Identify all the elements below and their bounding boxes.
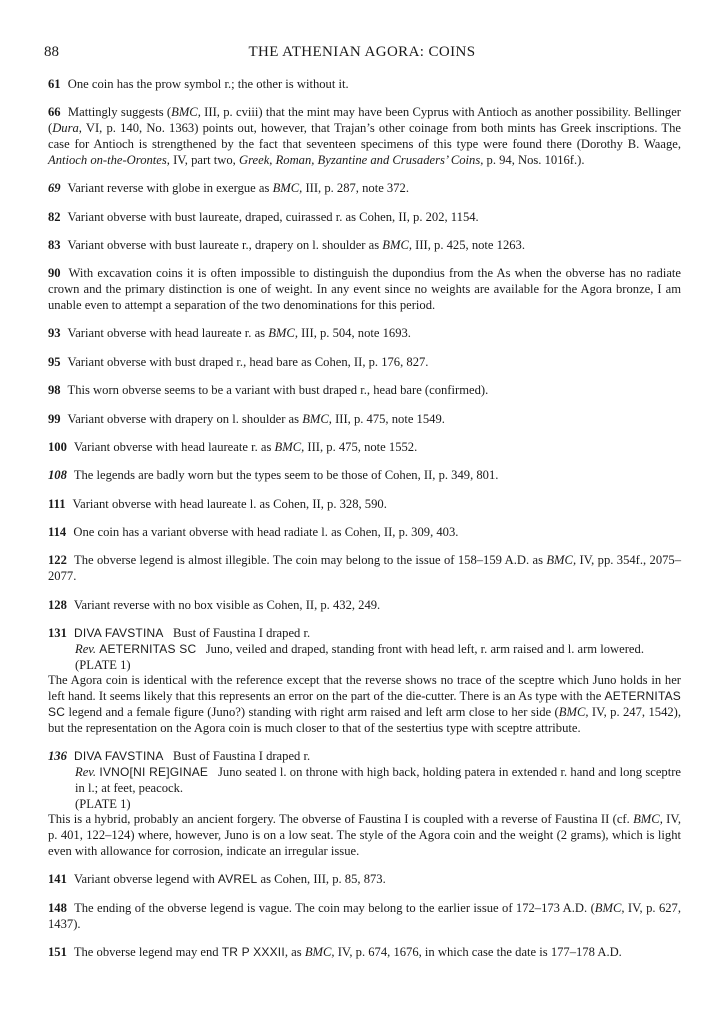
note-text: The legends are badly worn but the types seem to be those of Cohen, II, p. 349, 801. [73,468,499,483]
note-number: 83 [48,237,61,252]
note-128 [48,598,681,614]
note-text: , as [284,944,305,959]
citation: BMC, [558,705,589,720]
note-number: 61 [48,77,61,91]
note-98 [48,383,681,399]
coin-legend: AVREL [217,872,258,887]
note-text: III, p. cviii) that the mint may have been Cyprus with Antioch as another possibility. Bellinger ( [48,105,681,136]
citation: Dura, [52,121,82,136]
note-148 [48,901,681,933]
note-141 [48,872,681,888]
notes-body [48,77,681,973]
note-number: 128 [48,597,67,612]
note-number: 98 [48,383,61,398]
note-text: p. 94, Nos. 1016f.). [483,152,585,167]
note-number: 82 [48,209,61,224]
citation: Antioch on-the-Orontes, [48,152,170,167]
note-text: Variant reverse with no box visible as Cohen, II, p. 432, 249. [73,597,381,612]
plate-reference: (PLATE 1) [75,657,131,672]
note-111 [48,497,681,513]
note-text: The Agora coin is identical with the reference except that the reverse shows no trace of the sceptre which Juno holds in her left hand. It seems likely that this represents an error on the part of the die-cutter. There is an As type with the [48,673,681,704]
note-69 [48,181,681,197]
note-number: 111 [48,496,66,511]
note-93 [48,326,681,342]
catalog-line [48,626,681,642]
note-text: legend and a female figure (Juno?) standing with right arm raised and left arm close to her side ( [65,705,559,720]
note-text: One coin has a variant obverse with head radiate l. as Cohen, II, p. 309, 403. [73,525,459,540]
note-text: Mattingly suggests ( [67,105,172,120]
note-text: III, p. 475, note 1552. [304,439,418,454]
note-number: 100 [48,439,67,454]
note-136 [48,749,681,860]
coin-legend: AETERNITAS SC [48,689,681,720]
note-151 [48,945,681,961]
note-text: One coin has the prow symbol r.; the other is without it. [67,77,349,91]
reverse-label: Rev. [75,641,97,656]
note-text: Variant reverse with globe in exergue as [67,181,273,196]
note-number: 108 [48,468,67,483]
note-131 [48,626,681,737]
coin-legend: IVNO[NI RE]GINAE [99,765,209,779]
citation: Greek, Roman, Byzantine and Crusaders’ Coins, [238,152,484,167]
coin-legend: TR P XXXII [221,944,285,959]
note-text: IV, part two, [169,152,239,167]
catalog-line [48,749,681,765]
note-66 [48,105,681,168]
note-text: Variant obverse legend with [73,872,218,887]
note-text: The ending of the obverse legend is vague. The coin may belong to the earlier issue of 172–173 A.D. ( [74,900,595,915]
note-text: IV, p. 247, 1542), but the representation on the Agora coin is much closer to that of the sestertius type with sceptre attribute. [48,705,682,735]
note-text: III, p. 425, note 1263. [412,237,525,252]
coin-legend: AETERNITAS SC [99,641,197,656]
note-text: III, p. 504, note 1693. [297,326,411,341]
note-122 [48,553,681,585]
note-83 [48,238,681,254]
coin-legend: DIVA FAVSTINA [74,626,164,641]
note-number: 136 [48,749,67,764]
reverse-line [48,765,681,797]
citation: BMC, [171,105,201,120]
note-text: Variant obverse with head laureate r. as [67,326,269,341]
coin-legend: DIVA FAVSTINA [74,749,164,764]
citation: BMC, [272,181,303,196]
note-text: The obverse legend may end [73,944,222,959]
note-number: 122 [48,553,67,568]
note-number: 95 [48,354,61,369]
citation: BMC, [302,411,332,426]
citation: BMC, [304,944,335,959]
reverse-description: Juno seated l. on throne with high back, holding patera in extended r. hand and long sceptre in l.; at feet, peacock. [75,765,681,795]
obverse-description: Bust of Faustina I draped r. [173,749,311,764]
note-95 [48,355,681,371]
note-text: With excavation coins it is often impossible to distinguish the dupondius from the As when the obverse has no radiate crown and the primary distinction is one of weight. In any event since no weights are available for the Agora bronze, I am unable even to attempt a separation of the two denominations for this period. [48,266,681,312]
citation: BMC, [594,900,625,915]
reverse-label: Rev. [75,765,97,779]
note-text: IV, p. 401, 122–124) where, however, Juno is on a low seat. The style of the Agora coin and the weight (2 grams), which is light even with allowance for corrosion, indicate an irregular issue. [48,812,681,858]
note-text: VI, p. 140, No. 1363) points out, however, that Trajan’s other coinage from both mints has Greek inscriptions. The case for Antioch is strengthened by the fact that seventeen specimens of this type were found there (Dorothy B. Waage, [48,121,681,151]
note-text: IV, p. 627, 1437). [48,900,681,931]
note-100 [48,440,681,456]
note-108 [48,468,681,484]
note-99 [48,412,681,428]
note-number: 151 [48,944,67,959]
note-text: Variant obverse with bust laureate, draped, cuirassed r. as Cohen, II, p. 202, 1154. [67,209,479,224]
page-header [44,44,680,64]
note-number: 93 [48,326,61,341]
running-title: THE ATHENIAN AGORA: COINS [248,44,476,60]
plate-reference: (PLATE 1) [75,796,131,811]
note-114 [48,525,681,541]
note-text: Variant obverse with head laureate r. as [73,439,275,454]
citation: BMC, [382,237,413,252]
note-text: Variant obverse with head laureate l. as Cohen, II, p. 328, 590. [72,496,387,511]
citation: BMC, [274,439,305,454]
reverse-description: Juno, veiled and draped, standing front with head left, r. arm raised and l. arm lowered. [205,641,644,656]
note-text: III, p. 475, note 1549. [331,411,445,426]
note-text: The obverse legend is almost illegible. The coin may belong to the issue of 158–159 A.D. as [74,553,547,568]
commentary [48,812,681,859]
note-number: 141 [48,872,67,887]
note-number: 114 [48,525,67,540]
note-number: 66 [48,105,61,120]
reverse-line [48,642,681,658]
note-61 [48,77,681,93]
note-90 [48,266,681,313]
citation: BMC, [546,553,577,568]
commentary [48,673,681,736]
note-82 [48,210,681,226]
page-number: 88 [44,44,59,60]
note-text: This worn obverse seems to be a variant with bust draped r., head bare (confirmed). [67,383,489,398]
note-text: IV, p. 674, 1676, in which case the date is 177–178 A.D. [334,944,622,959]
note-number: 131 [48,626,67,641]
note-number: 90 [48,266,61,281]
note-text: III, p. 287, note 372. [302,181,409,196]
note-text: IV, pp. 354f., 2075–2077. [48,553,682,584]
note-number: 148 [48,900,67,915]
note-number: 99 [48,411,61,426]
citation: BMC, [633,812,663,827]
note-text: as Cohen, III, p. 85, 873. [257,872,386,887]
note-number: 69 [48,181,61,196]
note-text: This is a hybrid, probably an ancient forgery. The obverse of Faustina I is coupled with a reverse of Faustina II (cf. [48,812,634,827]
note-text: Variant obverse with drapery on l. shoulder as [67,411,303,426]
obverse-description: Bust of Faustina I draped r. [173,626,311,641]
note-text: Variant obverse with bust draped r., head bare as Cohen, II, p. 176, 827. [67,354,429,369]
note-text: Variant obverse with bust laureate r., drapery on l. shoulder as [67,237,383,252]
citation: BMC, [268,326,298,341]
